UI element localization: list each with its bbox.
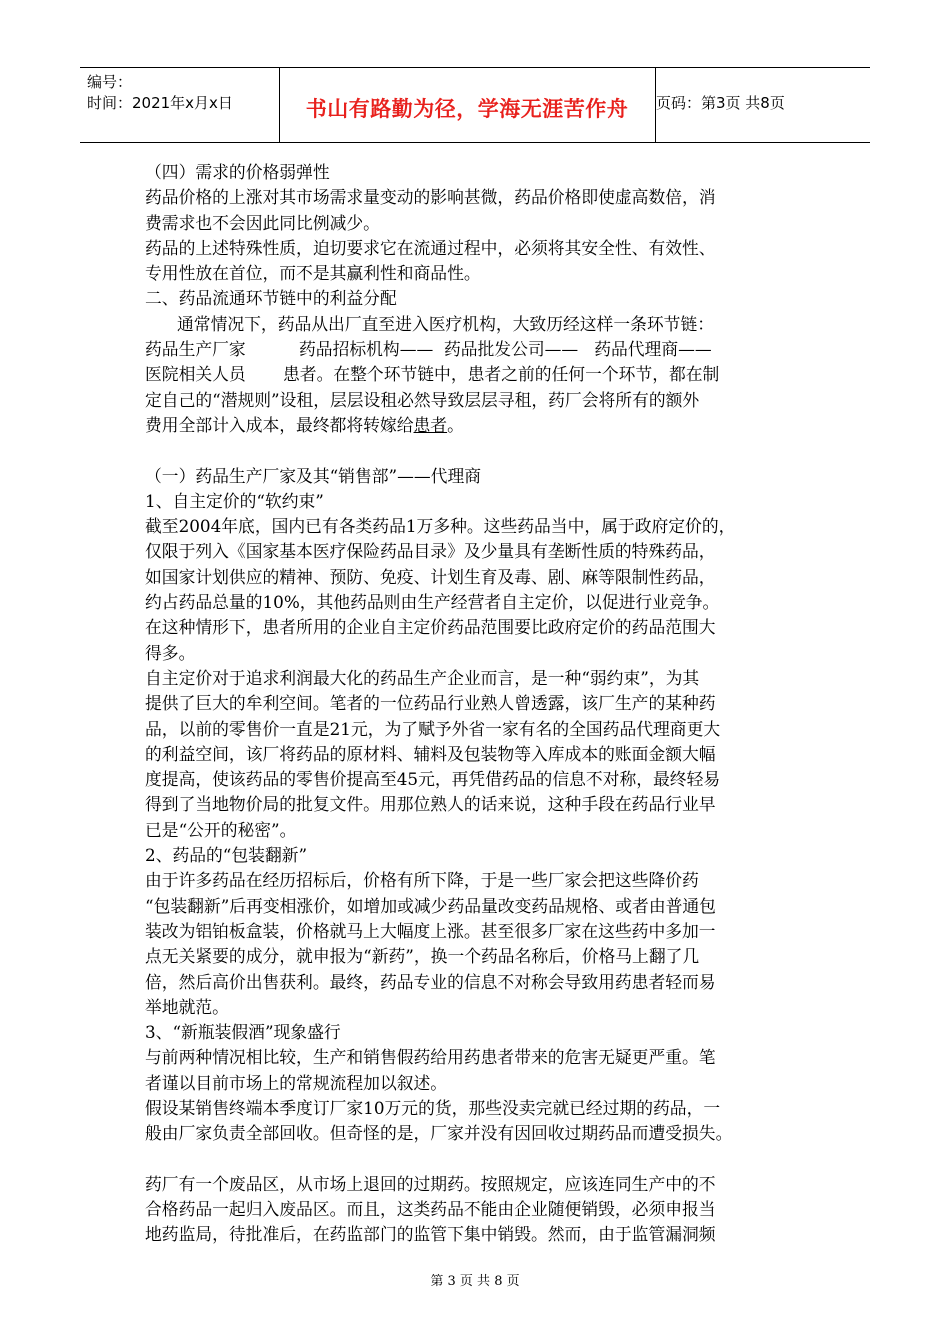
section-heading: 二、药品流通环节链中的利益分配 [145,288,397,309]
body-line: 品，以前的零售价一直是21元，为了赋予外省一家有名的全国药品代理商更大 [145,718,721,739]
body-line: （四）需求的价格弱弹性 [145,162,330,182]
body-line: 假设某销售终端本季度订厂家10万元的货，那些没卖完就已经过期的药品，一 [145,1097,721,1118]
subsection-heading: 1、自主定价的“软约束” [145,490,324,511]
body-line: 地药监局，待批准后，在药监部门的监管下集中销毁。然而，由于监管漏洞频 [145,1224,716,1245]
body-line: 自主定价对于追求利润最大化的药品生产企业而言，是一种“弱约束”，为其 [145,667,700,688]
body-line: 与前两种情况相比较，生产和销售假药给用药患者带来的危害无疑更严重。笔 [145,1047,716,1068]
body-line: 已是“公开的秘密”。 [145,819,297,840]
underlined-word: 患者 [413,414,448,435]
body-line: 倍，然后高价出售获利。最终，药品专业的信息不对称会导致用药患者轻而易 [145,971,716,992]
body-line: 截至2004年底，国内已有各类药品1万多种。这些药品当中，属于政府定价的， [145,516,736,537]
body-line: 药品价格的上涨对其市场需求量变动的影响甚微，药品价格即使虚高数倍，消 [145,187,716,208]
body-line: 通常情况下，药品从出厂直至进入医疗机构，大致历经这样一条环节链： [145,313,715,334]
header-meta-cell [80,68,280,142]
header-motto-cell [279,68,656,142]
blank-line [145,438,825,463]
body-line: 专用性放在首位，而不是其赢利性和商品性。 [145,263,481,284]
page-footer: 第 3 页 共 8 页 [430,1274,520,1289]
body-line: 提供了巨大的牟利空间。笔者的一位药品行业熟人曾透露，该厂生产的某种药 [145,693,716,714]
body-line: 度提高，使该药品的零售价提高至45元，再凭借药品的信息不对称，最终轻易 [145,769,721,790]
body-line: 仅限于列入《国家基本医疗保险药品目录》及少量具有垄断性质的特殊药品， [145,541,716,562]
body-line: 得到了当地物价局的批复文件。用那位熟人的话来说，这种手段在药品行业早 [145,794,716,815]
body-line: 举地就范。 [145,996,229,1017]
body-line: “包装翻新”后再变相涨价，如增加或减少药品量改变药品规格、或者由普通包 [145,895,716,916]
document-time-label: 时间：2021年x月x日 [87,94,233,112]
body-line: 装改为铝铂板盒装，价格就马上大幅度上涨。甚至很多厂家在这些药中多加一 [145,920,716,941]
body-line: 般由厂家负责全部回收。但奇怪的是，厂家并没有因回收过期药品而遭受损失。 [145,1123,733,1144]
body-line: 点无关紧要的成分，就申报为“新药”，换一个药品名称后，价格马上翻了几 [145,946,700,967]
subsection-heading: 2、药品的“包装翻新” [145,845,308,866]
header-page-indicator: 页码：第3页 共8页 [656,94,785,112]
body-line: 药品的上述特殊性质，迫切要求它在流通过程中，必须将其安全性、有效性、 [145,237,716,258]
body-line: 在这种情形下，患者所用的企业自主定价药品范围要比政府定价的药品范围大 [145,617,716,638]
body-line: 的利益空间，该厂将药品的原材料、辅料及包装物等入库成本的账面金额大幅 [145,743,716,764]
subsection-heading: 3、“新瓶装假酒”现象盛行 [145,1022,341,1043]
body-line: 定自己的“潜规则”设租，层层设租必然导致层层寻租，药厂会将所有的额外 [145,389,700,410]
subsection-heading: （一）药品生产厂家及其“销售部”——代理商 [145,465,482,486]
body-line: 约占药品总量的10%，其他药品则由生产经营者自主定价，以促进行业竞争。 [145,592,720,613]
header-motto: 书山有路勤为径，学海无涯苦作舟 [305,97,629,121]
document-number-label: 编号： [87,73,133,91]
body-line [145,413,825,438]
body-line: 药品生产厂家 药品招标机构—— 药品批发公司—— 药品代理商—— [145,339,712,360]
body-line-text: 费用全部计入成本，最终都将转嫁给 [145,414,414,435]
body-line: 合格药品一起归入废品区。而且，这类药品不能由企业随便销毁，必须申报当 [145,1199,716,1220]
page-header [80,67,870,143]
body-line: 药厂有一个废品区，从市场上退回的过期药。按照规定，应该连同生产中的不 [145,1173,716,1194]
body-line: 如国家计划供应的精神、预防、免疫、计划生育及毒、剧、麻等限制性药品， [145,566,716,587]
document-body [145,160,825,1248]
body-line: 医院相关人员 患者。在整个环节链中，患者之前的任何一个环节，都在制 [145,364,720,385]
body-line: 者谨以目前市场上的常规流程加以叙述。 [145,1072,448,1093]
body-line: 费需求也不会因此同比例减少。 [145,212,380,233]
blank-line [145,1147,825,1172]
body-line: 得多。 [145,642,196,663]
line-end-punct: 。 [447,414,464,435]
body-line: 由于许多药品在经历招标后，价格有所下降，于是一些厂家会把这些降价药 [145,870,699,891]
